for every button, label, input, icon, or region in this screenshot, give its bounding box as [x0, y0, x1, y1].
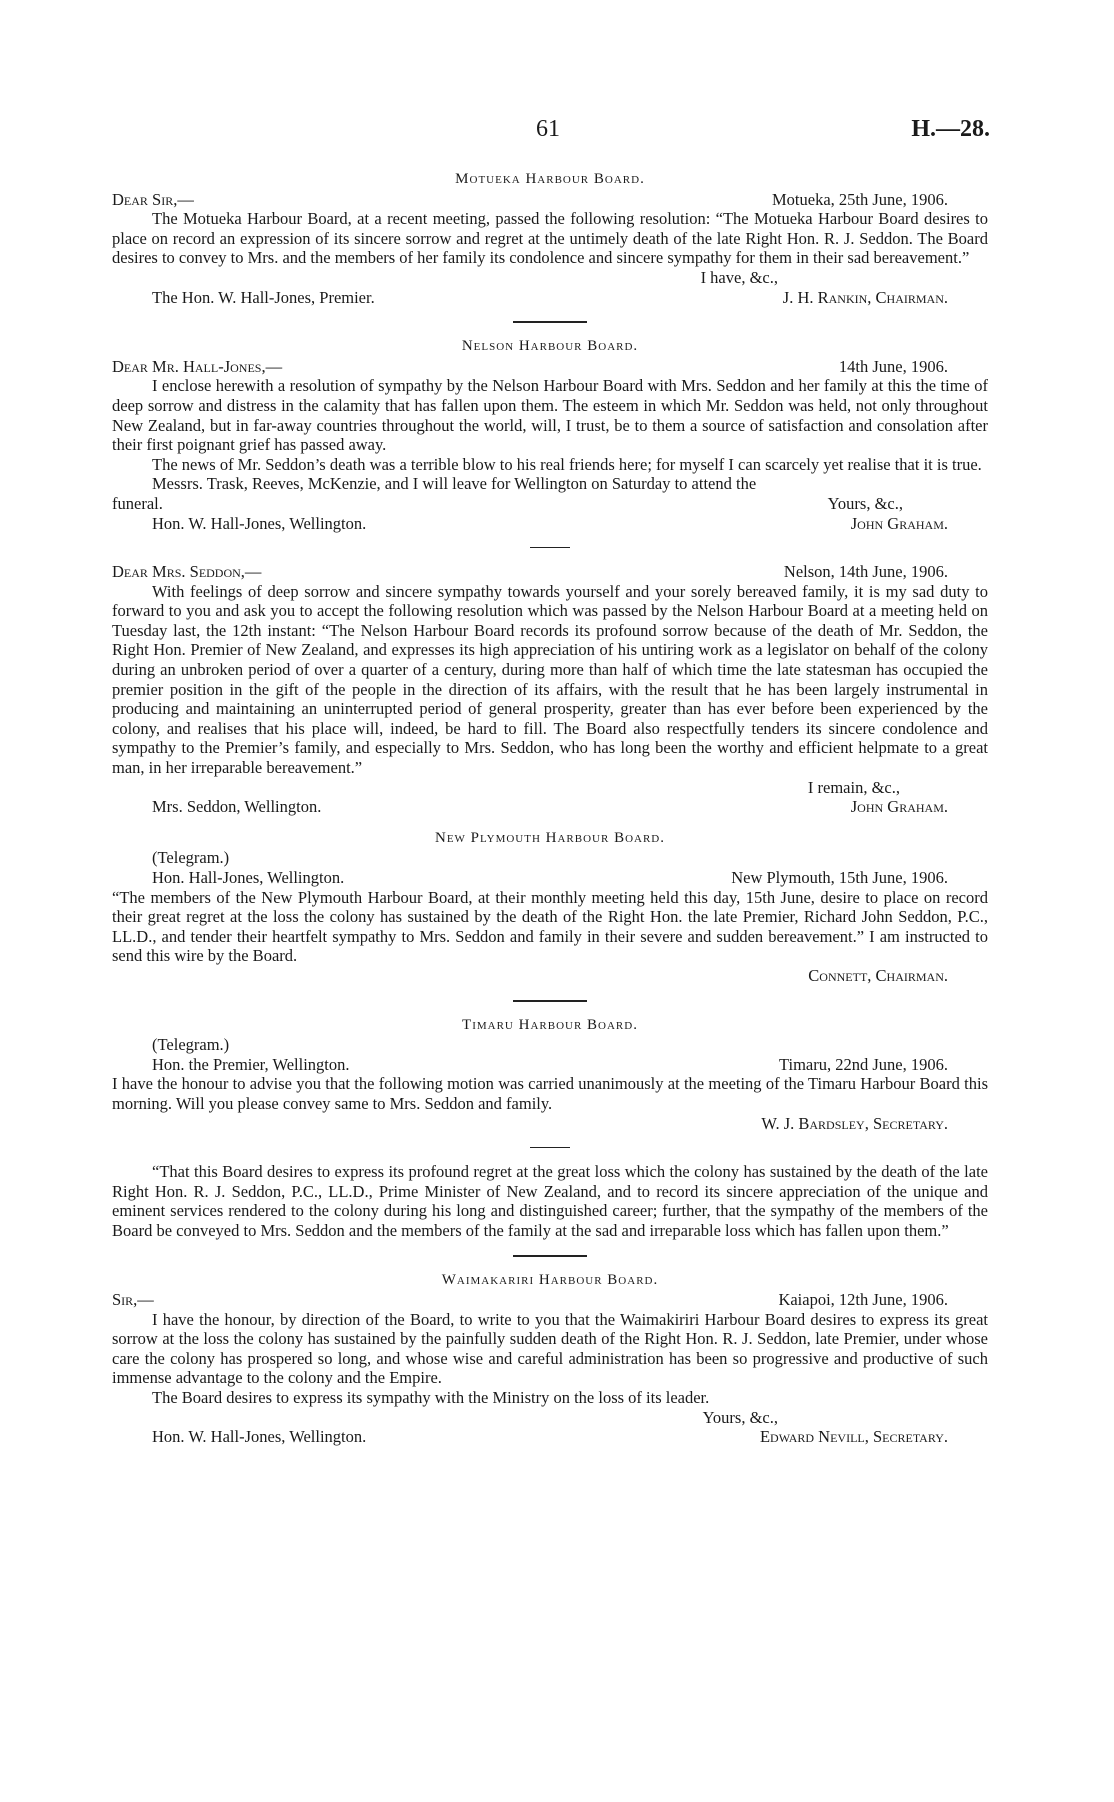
letter-paragraph: The Board desires to express its sympathy with the Ministry on the loss of its leader. — [152, 1388, 710, 1408]
telegram-label: (Telegram.) — [152, 848, 230, 868]
signature-row — [112, 797, 988, 817]
addressee: The Hon. W. Hall-Jones, Premier. — [152, 287, 375, 307]
letter-paragraph: I have the honour, by direction of the Board, to write to you that the Waimakiriri Harbour Board desires to express its great sorrow at the loss the colony has sustained by the painfully sudden death of the Right Hon. R. J. Seddon, late Premier, under whose care the colony has prospered so long, and whose wise and careful administration has been so progressive and productive of such immense advantage to the colony and the Empire. — [112, 1309, 988, 1388]
place-date: New Plymouth, 15th June, 1906. — [731, 868, 948, 887]
place-date: Timaru, 22nd June, 1906. — [779, 1054, 948, 1074]
section-title: New Plymouth Harbour Board. — [434, 829, 666, 846]
signature: J. H. Rankin, Chairman. — [782, 287, 948, 307]
page-header — [0, 116, 1114, 146]
address-row — [112, 1055, 988, 1075]
addressee: Hon. W. Hall-Jones, Wellington. — [152, 513, 367, 533]
salutation-row — [112, 357, 988, 377]
signature: John Graham. — [850, 513, 948, 533]
salutation: Dear Mr. Hall-Jones,— — [112, 356, 283, 376]
section-nelson — [112, 337, 988, 817]
closing-row — [112, 1408, 988, 1428]
addressee: Mrs. Seddon, Wellington. — [152, 797, 322, 817]
signature: Connett, Chairman. — [808, 965, 948, 985]
signature: Edward Nevill, Secretary. — [759, 1427, 948, 1447]
place-date: Motueka, 25th June, 1906. — [772, 189, 948, 209]
salutation-row — [112, 1290, 988, 1310]
letter-paragraph-end: funeral. — [112, 493, 163, 513]
motion-text: “That this Board desires to express its profound regret at the great loss which the colony has sustained by the death of the late Right Hon. R. J. Seddon, P.C., LL.D., Prime Minister of New Zealand, and to record its sincere appreciation of the unique and eminent services rendered to the colony during his long and distinguished career; further, that the sympathy of the members of the Board be conveyed to Mrs. Seddon and the members of the family at the sad and irreparable loss which has fallen upon them.” — [112, 1162, 988, 1240]
signature-row — [112, 966, 988, 986]
place-date: Nelson, 14th June, 1906. — [783, 562, 948, 582]
section-waimakariri — [112, 1271, 988, 1447]
document-reference: H.—28. — [911, 116, 990, 142]
section-divider — [513, 1255, 587, 1257]
telegram-body: I have the honour to advise you that the following motion was carried unanimously at the meeting of the Timaru Harbour Board this morning. Will you please convey same to Mrs. Seddon and family. — [112, 1074, 988, 1113]
place-date: Kaiapoi, 12th June, 1906. — [778, 1290, 948, 1310]
signature: W. J. Bardsley, Secretary. — [761, 1113, 948, 1133]
spacer — [112, 817, 988, 829]
letter-divider — [530, 547, 570, 548]
address-row — [112, 868, 988, 888]
closing: Yours, &c., — [702, 1407, 778, 1427]
section-title: Waimakariri Harbour Board. — [441, 1271, 659, 1288]
letter-paragraph: Messrs. Trask, Reeves, McKenzie, and I will leave for Wellington on Saturday to attend the — [152, 474, 757, 494]
closing: I have, &c., — [700, 267, 778, 287]
section-title: Nelson Harbour Board. — [461, 338, 639, 355]
salutation-row — [112, 562, 988, 582]
signature-row — [112, 514, 988, 534]
page-content — [112, 170, 988, 1447]
letter-divider — [530, 1147, 570, 1148]
date: 14th June, 1906. — [838, 356, 948, 376]
section-timaru — [112, 1016, 988, 1241]
addressee: Hon. Hall-Jones, Wellington. — [152, 868, 345, 887]
signature-row — [112, 1427, 988, 1447]
closing-row — [112, 268, 988, 288]
letter-body: The Motueka Harbour Board, at a recent meeting, passed the following resolution: “The Motueka Harbour Board desires to place on record an expression of its sincere sorrow and regret at the untimely death of the late Right Hon. R. J. Seddon. The Board desires to convey to Mrs. and the members of her family its condolence and sincere sympathy for them in their sad bereavement.” — [112, 209, 988, 268]
signature: John Graham. — [850, 797, 948, 817]
signature-row — [112, 1114, 988, 1134]
signature-row — [112, 288, 988, 308]
salutation: Dear Mrs. Seddon,— — [112, 562, 262, 582]
letter-body: With feelings of deep sorrow and sincere sympathy towards yourself and your sorely bereaved family, it is my sad duty to forward to you and ask you to accept the following resolution which was passed by the Nelson Harbour Board at a meeting held on Tuesday last, the 12th instant: “The Nelson Harbour Board records its profound sorrow because of the death of Mr. Seddon, the Right Hon. Premier of New Zealand, and expresses its high appreciation of his untiring work as a legislator on behalf of the colony during an unbroken period of over a quarter of a century, during more than half of which time the late statesman has occupied the premier position in the gift of the people in the direction of its affairs, with the result that he has been largely instrumental in producing and maintaining an uninterrupted period of general prosperity, greater than has ever before been experienced by the colony, and realises that his place will, indeed, be hard to fill. The Board also respectfully tenders its sincere condolence and sympathy to the Premier’s family, and especially to Mrs. Seddon, who has long been the worthy and efficient helpmate to a great man, in her irreparable bereavement.” — [112, 581, 988, 778]
section-title: Motueka Harbour Board. — [455, 171, 645, 187]
section-motueka — [112, 170, 988, 307]
section-divider — [513, 321, 587, 323]
addressee: Hon. the Premier, Wellington. — [152, 1054, 350, 1074]
closing-row — [112, 778, 988, 798]
section-title: Timaru Harbour Board. — [462, 1016, 638, 1033]
salutation-row — [112, 190, 988, 210]
section-divider — [513, 1000, 587, 1002]
letter-paragraph: The news of Mr. Seddon’s death was a terrible blow to his real friends here; for myself I can scarcely yet realise that it is true. — [152, 454, 982, 474]
section-new-plymouth — [112, 829, 988, 986]
page-number: 61 — [536, 116, 560, 142]
letter-paragraph: I enclose herewith a resolution of sympathy by the Nelson Harbour Board with Mrs. Seddon and her family at this the time of deep sorrow and distress in the calamity that has fallen upon them. The esteem in which Mr. Seddon was held, not only throughout New Zealand, but in far-away countries throughout the world, will, I trust, be to them a source of satisfaction and consolation after their first poignant grief has passed away. — [112, 376, 988, 455]
salutation: Sir,— — [112, 1290, 154, 1310]
closing: Yours, &c., — [827, 493, 903, 513]
salutation: Dear Sir,— — [112, 189, 194, 209]
closing: I remain, &c., — [807, 777, 900, 797]
telegram-label: (Telegram.) — [152, 1035, 230, 1055]
telegram-body: “The members of the New Plymouth Harbour Board, at their monthly meeting held this day, 15th June, desire to place on record their great regret at the loss the colony has sustained by the death of the Right Hon. the late Premier, Richard John Seddon, P.C., LL.D., and tender their heartfelt sympathy to Mrs. Seddon and family in their severe and sudden bereavement.” I am instructed to send this wire by the Board. — [112, 887, 988, 966]
addressee: Hon. W. Hall-Jones, Wellington. — [152, 1427, 367, 1447]
closing-row — [112, 494, 988, 514]
